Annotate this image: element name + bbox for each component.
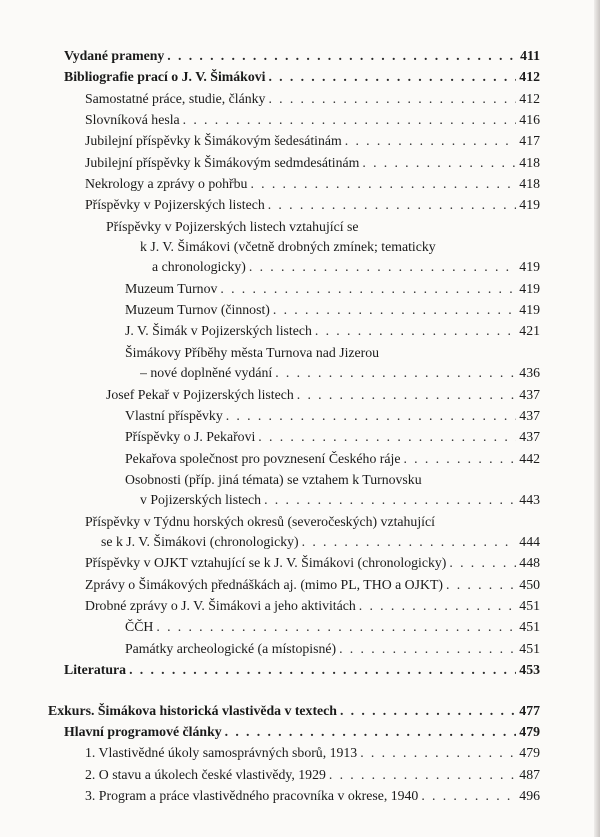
toc-entry (85, 743, 540, 763)
toc-entry (64, 722, 540, 742)
toc-entry (85, 174, 540, 194)
toc-entry (85, 553, 540, 573)
toc-entry-page: 437 (519, 429, 540, 445)
dot-leader (129, 660, 516, 680)
toc-entry (85, 596, 540, 616)
toc-entry (140, 490, 540, 510)
toc-entry (106, 385, 540, 405)
toc-entry-page: 412 (519, 90, 540, 106)
toc-entry (125, 406, 540, 426)
dot-leader (315, 321, 516, 341)
toc-entry-title: Exkurs. Šimákova historická vlastivěda v textech (48, 702, 337, 718)
toc-entry (125, 427, 540, 447)
dot-leader (340, 701, 516, 721)
toc-entry-page: 437 (519, 407, 540, 423)
toc-entry-page: 442 (519, 450, 540, 466)
toc-entry-title: Hlavní programové články (64, 724, 222, 739)
toc-entry-title: v Pojizerských listech (140, 492, 262, 508)
toc-entry-page: 411 (520, 48, 540, 63)
toc-entry (152, 257, 540, 277)
toc-entry-title: 3. Program a práce vlastivědného pracovníka v okrese, 1940 (85, 788, 419, 803)
toc-entry-page: 416 (519, 112, 540, 127)
toc-entry (64, 660, 540, 680)
dot-leader (268, 195, 517, 215)
dot-leader (264, 490, 516, 510)
dot-leader (403, 449, 516, 469)
toc-entry (101, 532, 540, 552)
dot-leader (225, 722, 517, 742)
toc-entry-page: 419 (519, 280, 540, 296)
dot-leader (297, 385, 517, 405)
toc-entry-page: 479 (519, 724, 540, 739)
toc-entry-page: 451 (519, 597, 540, 613)
toc-entry-page: 419 (519, 259, 540, 275)
dot-leader (421, 786, 516, 806)
toc-entry-title: Vlastní příspěvky (125, 407, 223, 423)
toc-entry-page: 421 (519, 323, 540, 339)
toc-entry-title: – nové doplněné vydání (140, 365, 273, 381)
toc-entry-page: 419 (519, 197, 540, 213)
dot-leader (275, 363, 516, 383)
toc-entry-title-line: Šimákovy Příběhy města Turnova nad Jizerou (125, 344, 380, 360)
toc-entry-title-line: Příspěvky v Pojizerských listech vztahující se (106, 218, 359, 234)
toc-entry-page: 437 (519, 386, 540, 402)
toc-entry-page: 436 (519, 365, 540, 381)
toc-entry-page: 412 (519, 69, 540, 85)
toc-entry (85, 786, 540, 806)
dot-leader (226, 406, 517, 426)
toc-entry-title: Pekařova společnost pro povznesení Českého ráje (125, 450, 401, 466)
toc-entry-title: ČČH (125, 619, 154, 635)
dot-leader (360, 743, 516, 763)
toc-entry-title: Bibliografie prací o J. V. Šimákovi (64, 69, 266, 85)
dot-leader (156, 617, 516, 637)
toc-entry (85, 575, 540, 595)
toc-entry-title: Drobné zprávy o J. V. Šimákovi a jeho aktivitách (85, 597, 356, 613)
toc-entry (85, 131, 540, 151)
toc-entry (125, 321, 540, 341)
dot-leader (250, 174, 516, 194)
toc-entry-title: Příspěvky o J. Pekařovi (125, 429, 256, 445)
toc-entry (125, 617, 540, 637)
toc-entry-page: 451 (519, 640, 540, 656)
toc-entry-title: J. V. Šimák v Pojizerských listech (125, 323, 312, 339)
dot-leader (220, 279, 516, 299)
toc-entry-page: 417 (519, 133, 540, 149)
toc-entry-title: se k J. V. Šimákovi (chronologicky) (101, 533, 299, 549)
dot-leader (167, 46, 517, 66)
toc-entry (64, 67, 540, 87)
toc-entry-title-line: Osobnosti (příp. jiná témata) se vztahem k Turnovsku (125, 471, 422, 487)
dot-leader (339, 639, 516, 659)
toc-entry-title: Slovníková hesla (85, 112, 180, 127)
toc-entry-page: 496 (519, 788, 540, 803)
toc-entry (64, 46, 540, 66)
toc-entry (125, 639, 540, 659)
dot-leader (345, 131, 517, 151)
toc-entry-title: Památky archeologické (a místopisné) (125, 640, 337, 656)
dot-leader (329, 765, 516, 785)
dot-leader (273, 300, 516, 320)
toc-entry-title-line: Příspěvky v Týdnu horských okresů (severočeských) vztahující (85, 513, 435, 529)
toc-entry-page: 450 (519, 576, 540, 592)
toc-entry-page: 453 (519, 661, 540, 677)
toc-entry-title: Příspěvky v OJKT vztahující se k J. V. Šimákovi (chronologicky) (85, 555, 447, 571)
toc-entry (85, 110, 540, 130)
toc-entry-page: 479 (519, 745, 540, 761)
toc-entry (125, 279, 540, 299)
dot-leader (268, 89, 516, 109)
toc-entry (85, 153, 540, 173)
page-edge-shadow (594, 0, 600, 837)
dot-leader (268, 67, 516, 87)
toc-entry-title: Jubilejní příspěvky k Šimákovým sedmdesátinám (85, 154, 360, 170)
dot-leader (302, 532, 517, 552)
dot-leader (446, 575, 516, 595)
dot-leader (249, 257, 516, 277)
toc-entry-title: Vydané prameny (64, 48, 165, 63)
toc-entry-title: a chronologicky) (152, 259, 246, 275)
dot-leader (258, 427, 516, 447)
toc-entry (85, 89, 540, 109)
toc-entry-title: 1. Vlastivědné úkoly samosprávných sborů, 1913 (85, 745, 358, 761)
toc-entry (140, 363, 540, 383)
toc-entry-page: 418 (519, 154, 540, 170)
toc-entry-page: 443 (519, 492, 540, 508)
toc-entry-page: 444 (519, 533, 540, 549)
dot-leader (183, 110, 517, 130)
toc-entry (125, 449, 540, 469)
toc-entry-page: 448 (519, 555, 540, 571)
toc-entry-title: Příspěvky v Pojizerských listech (85, 197, 265, 213)
toc-entry-title: Literatura (64, 661, 127, 677)
toc-entry-title: Jubilejní příspěvky k Šimákovým šedesátinám (85, 133, 342, 149)
toc-entry-page: 477 (519, 702, 540, 718)
toc-entry (85, 765, 540, 785)
toc-entry-title: Zprávy o Šimákových přednáškách aj. (mimo PL, THO a OJKT) (85, 576, 444, 592)
toc-entry (48, 701, 540, 721)
toc-entry-title: Muzeum Turnov (činnost) (125, 302, 270, 318)
toc-entry-page: 487 (519, 766, 540, 782)
toc-entry-title-line: k J. V. Šimákovi (včetně drobných zmínek; tematicky (140, 239, 436, 254)
toc-entry-page: 451 (519, 619, 540, 635)
toc-entry-title: 2. O stavu a úkolech české vlastivědy, 1929 (85, 766, 326, 782)
toc-entry-title: Nekrology a zprávy o pohřbu (85, 176, 248, 191)
toc-entry-title: Samostatné práce, studie, články (85, 90, 266, 106)
toc-entry (125, 300, 540, 320)
toc-entry-page: 418 (519, 176, 540, 191)
dot-leader (362, 153, 516, 173)
dot-leader (359, 596, 517, 616)
toc-entry (85, 195, 540, 215)
dot-leader (449, 553, 516, 573)
toc-entry-title: Muzeum Turnov (125, 280, 218, 296)
toc-entry-page: 419 (519, 302, 540, 318)
toc-entry-title: Josef Pekař v Pojizerských listech (106, 386, 294, 402)
